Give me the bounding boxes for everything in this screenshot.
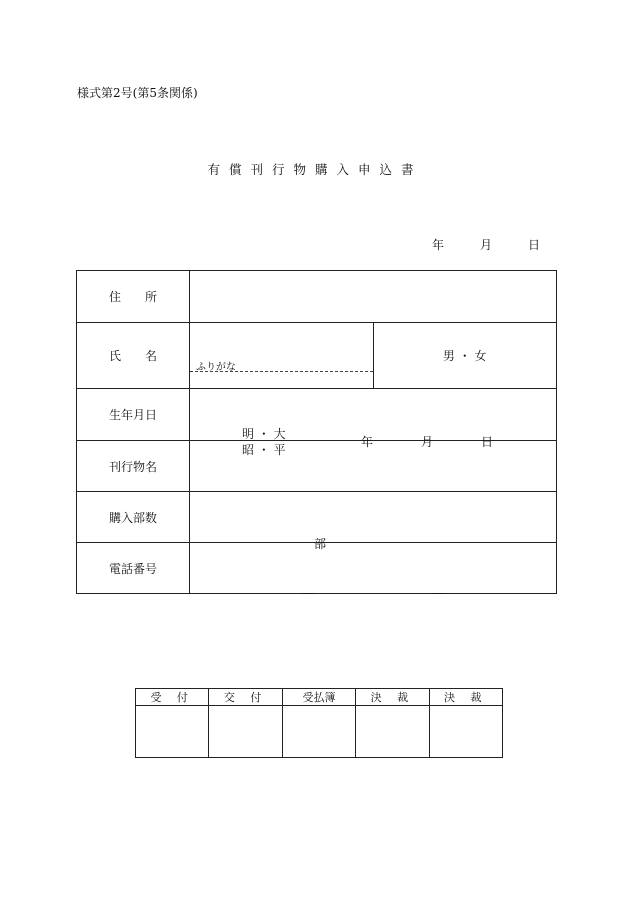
approval-cell-decision-1[interactable] xyxy=(356,706,429,758)
era-meiji-taisho: 明 ・ 大 xyxy=(242,426,286,441)
approval-header-ledger: 受払簿 xyxy=(282,689,355,706)
phone-separator-2: — xyxy=(432,586,444,600)
birthdate-row xyxy=(77,389,557,441)
era-showa-heisei: 昭 ・ 平 xyxy=(242,442,286,457)
approval-header-receipt: 受 付 xyxy=(136,689,209,706)
copies-field[interactable] xyxy=(190,492,557,551)
date-day-label: 日 xyxy=(528,238,541,252)
date-year-label: 年 xyxy=(432,238,445,252)
document-title: 有償刊行物購入申込書 xyxy=(207,162,423,177)
address-field[interactable] xyxy=(190,271,557,323)
copies-unit: 部 xyxy=(314,537,327,551)
furigana-divider xyxy=(190,371,373,372)
approval-cell-ledger[interactable] xyxy=(282,706,355,758)
birth-year-label: 年 xyxy=(361,434,374,449)
name-field[interactable] xyxy=(190,323,374,389)
copies-row xyxy=(77,492,557,543)
address-label: 住 所 xyxy=(77,271,190,323)
form-number: 様式第2号(第5条関係) xyxy=(77,86,198,100)
copies-label: 購入部数 xyxy=(77,492,190,543)
approval-cell-delivery[interactable] xyxy=(209,706,282,758)
birthdate-field[interactable] xyxy=(190,389,557,457)
name-label: 氏 名 xyxy=(77,323,190,389)
gender-field[interactable]: 男 ・ 女 xyxy=(373,323,557,389)
approval-header-decision-1: 決 裁 xyxy=(356,689,429,706)
approval-cell-receipt[interactable] xyxy=(136,706,209,758)
application-form-table xyxy=(76,270,557,600)
publication-label: 刊行物名 xyxy=(77,441,190,492)
phone-field[interactable] xyxy=(190,543,557,600)
birth-day-label: 日 xyxy=(481,434,494,449)
name-row xyxy=(77,323,557,389)
approval-header-decision-2: 決 裁 xyxy=(429,689,502,706)
birthdate-label: 生年月日 xyxy=(77,389,190,441)
phone-label: 電話番号 xyxy=(77,543,190,594)
phone-separator-1: — xyxy=(302,586,314,600)
approval-header-delivery: 交 付 xyxy=(209,689,282,706)
approval-stamp-table xyxy=(135,688,503,758)
furigana-label: ふりがな xyxy=(196,361,236,373)
birth-month-label: 月 xyxy=(421,434,434,449)
address-row xyxy=(77,271,557,323)
date-month-label: 月 xyxy=(480,238,493,252)
approval-cell-decision-2[interactable] xyxy=(429,706,502,758)
